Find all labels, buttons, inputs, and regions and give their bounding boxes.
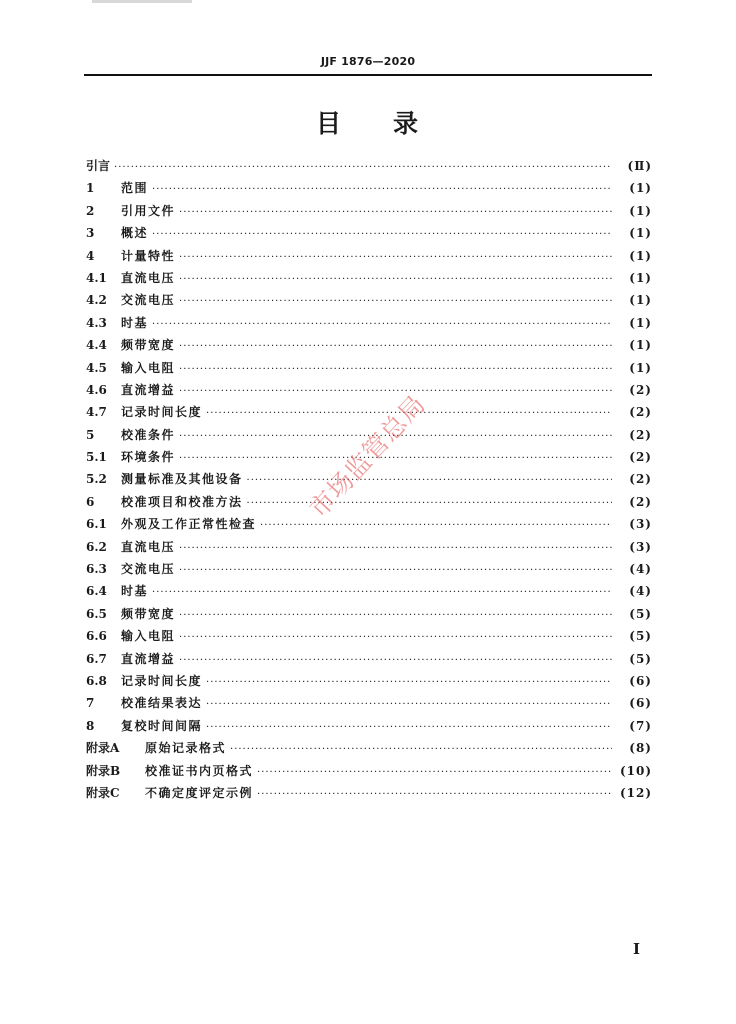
toc-entry[interactable] [86,155,652,177]
toc-entry-page: (2) [629,450,652,465]
toc-entry-page: (Ⅱ) [627,159,652,173]
toc-entry-page: (4) [629,584,652,599]
toc-entry-page: (1) [629,248,652,263]
toc-entry-label: 时基 [121,584,149,599]
toc-leader-dots [179,538,612,560]
toc-entry[interactable] [86,692,652,714]
toc-entry-label: 概述 [121,226,149,241]
toc-entry-number: 6.2 [86,539,107,554]
standard-code-header: JJF 1876—2020 [320,55,416,68]
toc-entry-number: 8 [86,718,95,733]
top-edge-mark [92,0,192,3]
toc-entry[interactable] [86,491,652,513]
toc-leader-dots [114,157,612,179]
toc-entry-label: 直流增益 [121,382,176,397]
toc-entry-page: (6) [629,673,652,688]
toc-entry-label: 外观及工作正常性检查 [121,517,257,532]
toc-entry-number: 附录A [86,741,120,756]
toc-entry-label: 频带宽度 [121,338,176,353]
toc-entry-label: 复校时间间隔 [121,718,203,733]
toc-entry-label: 环境条件 [121,450,176,465]
toc-entry-number: 6.5 [86,606,107,621]
toc-entry[interactable] [86,334,652,356]
toc-entry[interactable] [86,379,652,401]
toc-entry-label: 频带宽度 [121,606,176,621]
page-number: I [633,940,641,958]
toc-entry-number: 3 [86,226,95,241]
toc-entry-label: 计量特性 [121,248,176,263]
toc-entry-page: (10) [619,763,652,778]
toc-entry[interactable] [86,737,652,759]
toc-entry-number: 4.6 [86,382,107,397]
toc-leader-dots [152,224,612,246]
toc-entry-page: (1) [629,338,652,353]
toc-leader-dots [179,448,612,470]
toc-entry-page: (1) [629,360,652,375]
toc-entry[interactable] [86,267,652,289]
toc-entry-page: (2) [629,472,652,487]
toc-leader-dots [179,605,612,627]
header-rule [84,74,652,76]
toc-entry[interactable] [86,536,652,558]
toc-list [86,155,652,804]
toc-entry[interactable] [86,558,652,580]
toc-entry-label: 引用文件 [121,203,176,218]
toc-title [0,104,736,140]
toc-leader-dots [206,694,612,716]
toc-entry-label: 记录时间长度 [121,405,203,420]
toc-entry-number: 6 [86,494,95,509]
toc-entry-label: 交流电压 [121,562,176,577]
toc-entry-label: 输入电阻 [121,360,176,375]
toc-entry-number: 4 [86,248,95,263]
toc-entry[interactable] [86,715,652,737]
toc-entry-number: 5 [86,427,95,442]
toc-leader-dots [260,515,612,537]
toc-entry-number: 6.8 [86,673,107,688]
toc-entry-number: 4.2 [86,293,107,308]
toc-entry-label: 测量标准及其他设备 [121,472,243,487]
toc-entry[interactable] [86,177,652,199]
toc-entry[interactable] [86,222,652,244]
toc-entry[interactable] [86,245,652,267]
toc-entry-number: 6.1 [86,517,107,532]
toc-entry-label: 校准结果表达 [121,696,203,711]
toc-leader-dots [152,179,612,201]
toc-entry[interactable] [86,625,652,647]
toc-entry[interactable] [86,312,652,334]
toc-entry[interactable] [86,200,652,222]
toc-entry[interactable] [86,603,652,625]
toc-entry-number: 4.3 [86,315,107,330]
toc-entry-label: 记录时间长度 [121,673,203,688]
toc-entry-page: (2) [629,494,652,509]
toc-leader-dots [152,582,612,604]
toc-leader-dots [179,247,612,269]
toc-leader-dots [179,269,612,291]
toc-entry-page: (1) [629,315,652,330]
toc-entry[interactable] [86,782,652,804]
toc-entry-number: 6.3 [86,562,107,577]
toc-entry-page: (5) [629,651,652,666]
toc-entry-number: 附录C [86,785,120,800]
toc-leader-dots [179,627,612,649]
toc-leader-dots [247,470,612,492]
toc-entry[interactable] [86,580,652,602]
toc-entry[interactable] [86,289,652,311]
toc-entry-label: 校准项目和校准方法 [121,494,243,509]
toc-entry-page: (3) [629,539,652,554]
toc-entry-number: 引言 [86,159,111,173]
toc-entry-page: (6) [629,696,652,711]
toc-entry-label: 校准条件 [121,427,176,442]
toc-entry-label: 交流电压 [121,293,176,308]
toc-leader-dots [179,560,612,582]
toc-entry-page: (7) [629,718,652,733]
toc-entry-page: (2) [629,427,652,442]
toc-entry-page: (5) [629,606,652,621]
toc-entry-page: (1) [629,270,652,285]
toc-leader-dots [247,493,612,515]
toc-entry[interactable] [86,648,652,670]
toc-entry[interactable] [86,401,652,423]
toc-leader-dots [179,359,612,381]
toc-entry-page: (4) [629,562,652,577]
toc-entry[interactable] [86,760,652,782]
toc-entry-label: 直流电压 [121,270,176,285]
toc-entry-number: 4.4 [86,338,107,353]
toc-entry-number: 4.1 [86,270,107,285]
toc-title-char-2: 录 [393,109,421,138]
toc-entry-number: 4.5 [86,360,107,375]
toc-entry-number: 1 [86,181,95,196]
toc-entry-page: (5) [629,629,652,644]
toc-entry-page: (12) [619,785,652,800]
toc-entry-label: 校准证书内页格式 [145,763,254,778]
toc-entry[interactable] [86,513,652,535]
toc-entry-page: (3) [629,517,652,532]
toc-leader-dots [206,717,612,739]
toc-entry-page: (2) [629,382,652,397]
toc-leader-dots [179,291,612,313]
toc-leader-dots [179,336,612,358]
toc-leader-dots [257,762,612,784]
toc-entry-number: 附录B [86,763,121,778]
toc-entry-page: (1) [629,203,652,218]
toc-entry-number: 4.7 [86,405,107,420]
toc-entry-number: 5.1 [86,450,107,465]
toc-entry-label: 直流增益 [121,651,176,666]
toc-leader-dots [179,202,612,224]
toc-entry-label: 直流电压 [121,539,176,554]
toc-entry[interactable] [86,357,652,379]
toc-entry-label: 输入电阻 [121,629,176,644]
toc-entry-number: 6.7 [86,651,107,666]
toc-entry-label: 时基 [121,315,149,330]
watermark-text: 市场监管总局 [303,389,432,524]
toc-entry-page: (1) [629,293,652,308]
toc-entry-page: (1) [629,226,652,241]
toc-entry-page: (8) [629,741,652,756]
toc-leader-dots [152,314,612,336]
toc-leader-dots [230,739,612,761]
toc-leader-dots [257,784,612,806]
toc-entry-label: 不确定度评定示例 [145,785,254,800]
toc-leader-dots [206,672,612,694]
toc-entry-number: 6.4 [86,584,107,599]
toc-title-char-1: 目 [315,109,343,138]
toc-entry-number: 7 [86,696,95,711]
toc-entry-page: (1) [629,181,652,196]
toc-entry-number: 5.2 [86,472,107,487]
toc-entry[interactable] [86,670,652,692]
toc-leader-dots [179,650,612,672]
toc-entry-number: 6.6 [86,629,107,644]
toc-entry-number: 2 [86,203,95,218]
toc-entry-page: (2) [629,405,652,420]
toc-entry-label: 范围 [121,181,149,196]
toc-entry-label: 原始记录格式 [145,741,227,756]
